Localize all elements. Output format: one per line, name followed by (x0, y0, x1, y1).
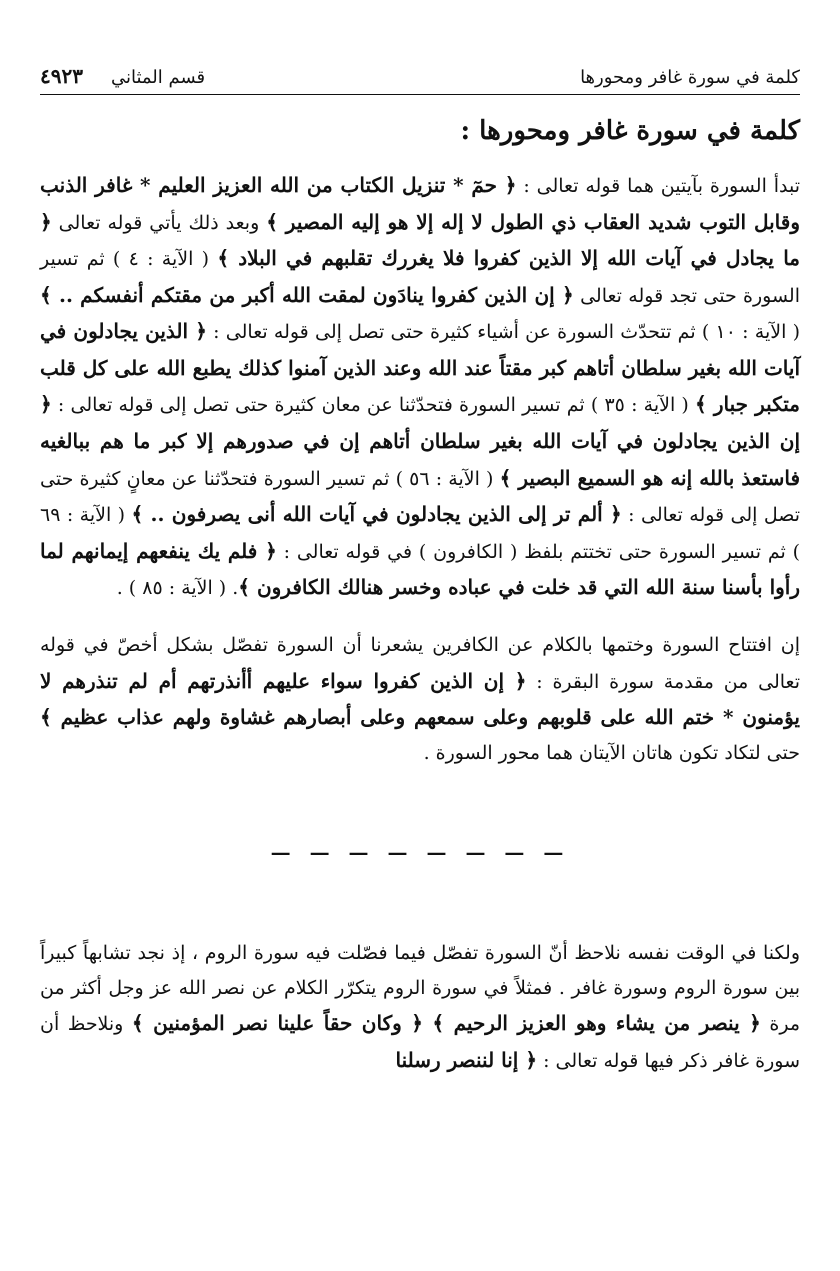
body-text: . ( الآية : ٨٥ ) . (116, 577, 239, 600)
paragraph-1 (40, 167, 800, 606)
body-text: ولكنا في الوقت نفسه نلاحظ أنّ السورة تفصّل فيما فصّلت فيه سورة الروم ، إذ نجد تشابهاً كبيراً بين سورة الروم وسورة غافر . فمثلاً في سورة الروم يتكرّر الكلام عن نصر الله عز وجل أكثر من مرة (40, 942, 800, 1036)
quran-quote: ﴿ الذين يجادلون في آيات الله بغير سلطان أتاهم كبر مقتاً عند الله وعند الذين آمنوا كذلك يطبع الله على كل قلب متكبر جبار ﴾ (40, 319, 800, 417)
section-name: قسم المثاني (110, 67, 206, 88)
header-left (40, 64, 205, 88)
body-text: حتى لتكاد تكون هاتان الآيتان هما محور السورة . (423, 741, 800, 764)
quran-quote: ﴿ ألم تر إلى الذين يجادلون في آيات الله أنى يصرفون .. ﴾ (131, 502, 622, 527)
body-text: ( الآية : ٣٥ ) ثم تسير السورة فتحدّثنا عن معان كثيرة حتى تصل إلى قوله تعالى : (51, 394, 696, 417)
body-text: إن افتتاح السورة وختمها بالكلام عن الكافرين يشعرنا أن السورة تفصّل بشكل أخصّ في قوله تعالى من مقدمة سورة البقرة : (40, 633, 800, 693)
quran-quote: ﴿ فلم يك ينفعهم إيمانهم لما رأوا بأسنا سنة الله التي قد خلت في عباده وخسر هنالك الكافرون ﴾ (40, 538, 800, 600)
page-number: ٤٩٢٣ (40, 64, 83, 88)
body-text: ( الآية : ١٠ ) ثم تتحدّث السورة عن أشياء كثيرة حتى تصل إلى قوله تعالى : (206, 321, 800, 344)
body-text: تبدأ السورة بآيتين هما قوله تعالى : (516, 175, 800, 197)
running-title: كلمة في سورة غافر ومحورها (580, 67, 800, 88)
body-text: ونلاحظ أن سورة غافر ذكر فيها قوله تعالى : (40, 1013, 800, 1072)
body-text: ( الآية : ٥٦ ) ثم تسير السورة فتحدّثنا عن معانٍ كثيرة حتى تصل إلى قوله تعالى : (40, 467, 800, 527)
quran-quote: ﴿ ما يجادل في آيات الله إلا الذين كفروا فلا يغررك تقلبهم في البلاد ﴾ (40, 209, 801, 271)
section-title: كلمة في سورة غافر ومحورها : (460, 116, 800, 146)
quran-quote: ﴿ إن الذين كفروا ينادَون لمقت الله أكبر من مقتكم أنفسكم .. ﴾ (40, 282, 574, 307)
section-divider: — — — — — — — — (270, 840, 570, 865)
quran-quote: ﴿ إن الذين كفروا سواء عليهم أأنذرتهم أم لم تنذرهم لا يؤمنون * ختم الله على قلوبهم وعلى سمعهم وعلى أبصارهم غشاوة ولهم عذاب عظيم ﴾ (40, 668, 800, 730)
body-text: ( الآية : ٦٩ ) ثم تسير السورة حتى تختتم بلفظ ( الكافرون ) في قوله تعالى : (40, 504, 801, 563)
quran-quote: ﴿ إن الذين يجادلون في آيات الله بغير سلطان أتاهم إن في صدورهم إلا كبر ما هم ببالغيه فاستعذ بالله إنه هو السميع البصير ﴾ (40, 392, 801, 490)
paragraph-3 (40, 936, 800, 1078)
main-content (40, 112, 800, 1079)
body-text: وبعد ذلك يأتي قوله تعالى (51, 211, 267, 234)
quran-quote: ﴿ حمٓ * تنزيل الكتاب من الله العزيز العليم * غافر الذنب وقابل التوب شديد العقاب ذي الطول لا إله إلا هو إليه المصير ﴾ (40, 173, 800, 234)
body-text: ( الآية : ٤ ) ثم تسير السورة حتى تجد قوله تعالى (40, 248, 800, 307)
quran-quote: ﴿ ينصر من يشاء وهو العزيز الرحيم ﴾ ﴿ وكان حقاً علينا نصر المؤمنين ﴾ (131, 1011, 761, 1036)
running-header (40, 52, 800, 95)
quran-quote: ﴿ إنا لننصر رسلنا (395, 1047, 538, 1072)
paragraph-2 (40, 628, 800, 770)
